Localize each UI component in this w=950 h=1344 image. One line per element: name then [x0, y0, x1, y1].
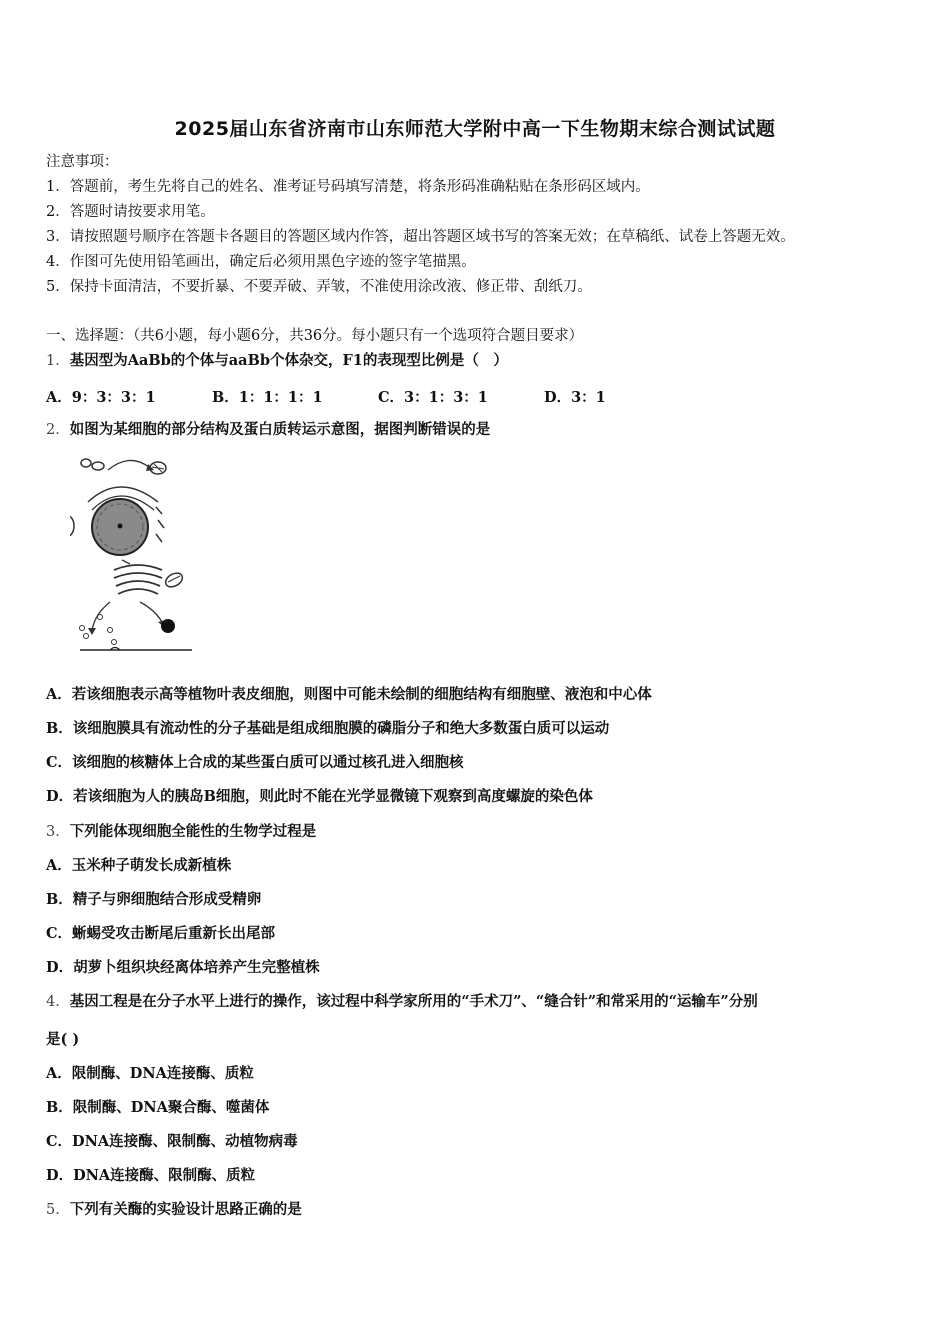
- question-number: 5．: [46, 1202, 70, 1218]
- q2-option-c: C．该细胞的核糖体上合成的某些蛋白质可以通过核孔进入细胞核: [46, 754, 464, 771]
- question-3: [46, 822, 316, 842]
- question-5: [46, 1200, 302, 1220]
- question-stem: 如图为某细胞的部分结构及蛋白质转运示意图，据图判断错误的是: [69, 421, 491, 438]
- section-heading: 一、选择题：（共6小题，每小题6分，共36分。每小题只有一个选项符合题目要求）: [46, 328, 584, 344]
- q1-option-c: C．3：1：3：1: [378, 389, 488, 406]
- q4-option-d: D．DNA连接酶、限制酶、质粒: [46, 1167, 256, 1184]
- q3-option-d: D．胡萝卜组织块经离体培养产生完整植株: [46, 959, 320, 976]
- page-title: 2025届山东省济南市山东师范大学附中高一下生物期末综合测试试题: [174, 118, 776, 140]
- question-2: [46, 420, 490, 440]
- q3-option-a: A．玉米种子萌发长成新植株: [46, 857, 232, 874]
- q1-option-d: D．3：1: [544, 389, 606, 406]
- question-stem: 下列能体现细胞全能性的生物学过程是: [69, 823, 317, 840]
- q1-option-a: A．9：3：3：1: [46, 389, 156, 406]
- notice-item-2: 2．答题时请按要求用笔。: [46, 204, 215, 220]
- question-number: 4．: [46, 994, 70, 1010]
- q4-option-c: C．DNA连接酶、限制酶、动植物病毒: [46, 1133, 298, 1150]
- notice-heading: 注意事项：: [46, 154, 119, 170]
- question-number: 2．: [46, 422, 70, 438]
- notice-item-1: 1．答题前，考生先将自己的姓名、准考证号码填写清楚，将条形码准确粘贴在条形码区域内。: [46, 179, 650, 195]
- q3-option-b: B．精子与卵细胞结合形成受精卵: [46, 891, 262, 908]
- q2-option-a: A．若该细胞表示高等植物叶表皮细胞，则图中可能未绘制的细胞结构有细胞壁、液泡和中心体: [46, 686, 652, 703]
- notice-item-5: 5．保持卡面清洁，不要折暴、不要弄破、弄皱，不准使用涂改液、修正带、刮纸刀。: [46, 279, 592, 295]
- question-1-options: [46, 386, 606, 407]
- q4-option-a: A．限制酶、DNA连接酶、质粒: [46, 1065, 254, 1082]
- question-1: [46, 351, 508, 371]
- question-4-continued: 是( ): [46, 1031, 80, 1048]
- question-number: 3．: [46, 824, 70, 840]
- question-4: [46, 992, 758, 1012]
- q2-option-b: B．该细胞膜具有流动性的分子基础是组成细胞膜的磷脂分子和绝大多数蛋白质可以运动: [46, 720, 610, 737]
- q2-option-d: D．若该细胞为人的胰岛B细胞，则此时不能在光学显微镜下观察到高度螺旋的染色体: [46, 788, 593, 805]
- question-stem: 基因型为AaBb的个体与aaBb个体杂交，F1的表现型比例是（ ）: [69, 352, 508, 369]
- question-stem: 下列有关酶的实验设计思路正确的是: [69, 1201, 302, 1218]
- q3-option-c: C．蜥蜴受攻击断尾后重新长出尾部: [46, 925, 276, 942]
- notice-item-4: 4．作图可先使用铅笔画出，确定后必须用黑色字迹的签字笔描黑。: [46, 254, 476, 270]
- q1-option-b: B．1：1：1：1: [212, 389, 323, 406]
- notice-item-3: 3．请按照题号顺序在答题卡各题目的答题区域内作答，超出答题区域书写的答案无效；在草稿纸、试卷上答题无效。: [46, 229, 795, 245]
- q4-option-b: B．限制酶、DNA聚合酶、噬菌体: [46, 1099, 270, 1116]
- cell-structure-diagram: [70, 452, 200, 657]
- question-stem: 基因工程是在分子水平上进行的操作，该过程中科学家所用的“手术刀”、“缝合针”和常采用的“运输车”分别: [69, 993, 758, 1010]
- question-number: 1．: [46, 353, 70, 369]
